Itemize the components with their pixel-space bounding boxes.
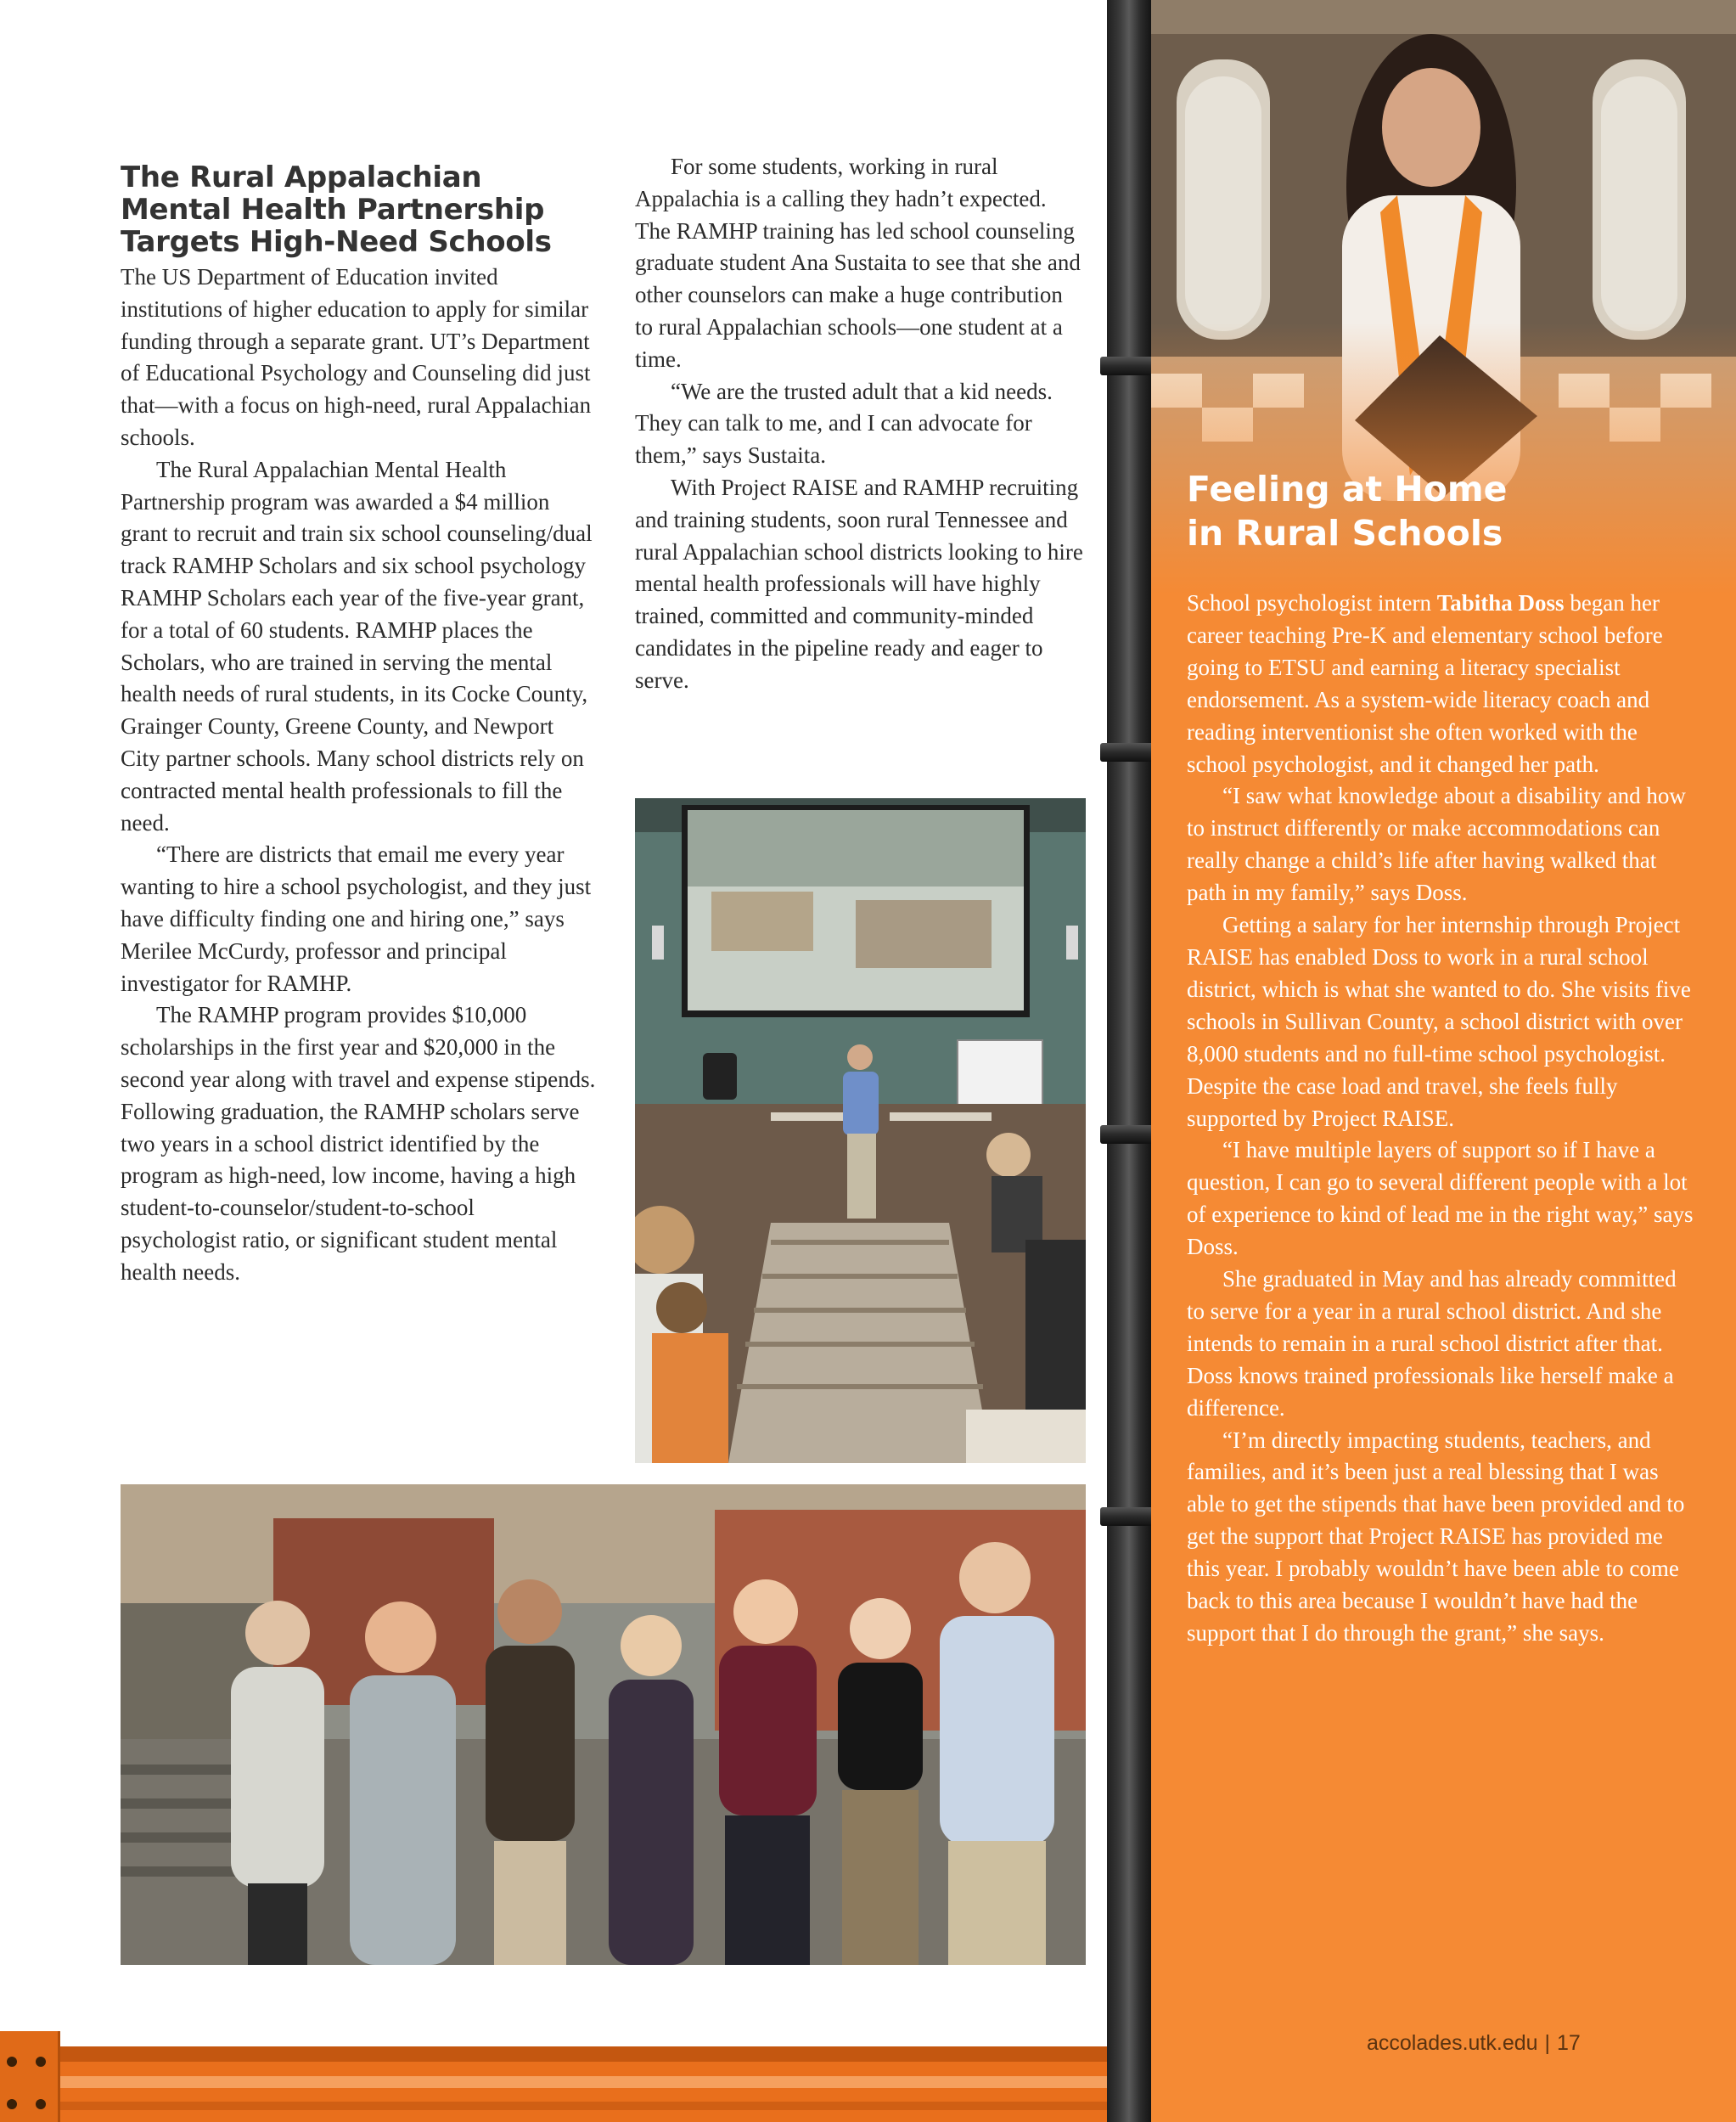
paragraph: “I have multiple layers of support so if I have a question, I can go to several different people with a lot of experience to kind of lead me in the right way,” says Doss. xyxy=(1187,1137,1694,1260)
rivet-icon xyxy=(36,2099,46,2109)
paragraph: “I’m directly impacting students, teachers, and families, and it’s been just a real blessing that I was able to get the stipends that have been provided and to get the support that Project RAISE has provided me this year. I probably wouldn’t have been able to come back to this area because I wouldn’t have had the support that I do through the grant,” she says. xyxy=(1187,1427,1685,1646)
sidebar-title xyxy=(1187,467,1696,555)
footer-separator: | xyxy=(1544,2031,1551,2055)
pipe-ring xyxy=(1100,743,1158,762)
pipe-ring xyxy=(1100,1507,1158,1526)
person-name: Tabitha Doss xyxy=(1436,590,1565,616)
group-illustration xyxy=(121,1484,1086,1965)
bottom-band-edge xyxy=(0,2046,1107,2062)
bottom-band-stripe xyxy=(59,2076,1107,2088)
paragraph: For some students, working in rural Appalachia is a calling they hadn’t expected. The RAMHP training has led school counseling graduate student Ana Sustaita to see that she and other counselors can make a huge contribution to rural Appalachian schools—one student at a time. xyxy=(635,154,1081,372)
classroom-photo xyxy=(635,798,1086,1463)
article-column-left xyxy=(121,262,596,1289)
article-headline: The Rural Appalachian Mental Health Partnership Targets High-Need Schools xyxy=(121,160,552,259)
article-column-middle xyxy=(635,151,1083,697)
group-photo xyxy=(121,1484,1086,1965)
paragraph: She graduated in May and has already committed to serve for a year in a rural school district. And she intends to remain in a rural school district after that. Doss knows trained professionals like herself make a difference. xyxy=(1187,1266,1677,1421)
bottom-band-stripe xyxy=(59,2102,1107,2110)
page-footer xyxy=(1367,2031,1581,2056)
paragraph: The RAMHP program provides $10,000 scholarships in the first year and $20,000 in the second year along with travel and expense stipends. Following graduation, the RAMHP scholars serve two years in a school district identified by the program as high-need, low income, having a high student-to-counselor/student-to-school psychologist ratio, or significant student mental health needs. xyxy=(121,1002,596,1285)
pipe-ring xyxy=(1100,357,1158,375)
page-number: 17 xyxy=(1557,2031,1581,2055)
sidebar-title-line: Feeling at Home xyxy=(1187,469,1508,509)
rivet-icon xyxy=(7,2099,17,2109)
paragraph-text: began her career teaching Pre-K and elementary school before going to ETSU and earning a literacy specialist endorsement. As a system-wide literacy coach and reading interventionist she often worked with the school psychologist, and it changed her path. xyxy=(1187,590,1663,777)
paragraph: The Rural Appalachian Mental Health Partnership program was awarded a $4 million grant to recruit and train six school counseling/dual track RAMHP Scholars and six school psychology RAMHP Scholars each year of the five-year grant, for a total of 60 students. RAMHP places the Scholars, who are trained in serving the mental health needs of rural students, in its Cocke County, Grainger County, Greene County, and Newport City partner schools. Many school districts rely on contracted mental health professionals to fill the need. xyxy=(121,456,593,836)
paragraph: Getting a salary for her internship through Project RAISE has enabled Doss to work in a rural school district, which is what she wanted to do. She visits five schools in Sullivan County, a school district with over 8,000 students and no full-time school psychologist. Despite the case load and travel, she feels fully supported by Project RAISE. xyxy=(1187,912,1691,1131)
paragraph: “I saw what knowledge about a disability and how to instruct differently or make accommodations can really change a child’s life after having walked that path in my family,” says Doss. xyxy=(1187,783,1686,906)
classroom-illustration xyxy=(635,798,1086,1463)
sidebar-panel xyxy=(1151,0,1736,2122)
sidebar-title-line: in Rural Schools xyxy=(1187,513,1503,554)
paragraph: With Project RAISE and RAMHP recruiting and training students, soon rural Tennessee and rural Appalachian school districts looking to hire mental health professionals will have highly trained, committed and community-minded candidates in the pipeline ready and eager to serve. xyxy=(635,474,1083,693)
rivet-icon xyxy=(36,2057,46,2067)
sidebar-body xyxy=(1187,588,1696,1650)
paragraph xyxy=(1187,588,1696,780)
paragraph: “We are the trusted adult that a kid needs. They can talk to me, and I can advocate for them,” says Sustaita. xyxy=(635,378,1053,469)
pipe-ring xyxy=(1100,1125,1158,1144)
site-url-link[interactable]: accolades.utk.edu xyxy=(1367,2031,1538,2055)
rivet-icon xyxy=(7,2057,17,2067)
paragraph-text: School psychologist intern xyxy=(1187,590,1437,616)
decorative-pipe xyxy=(1107,0,1151,2122)
paragraph: The US Department of Education invited institutions of higher education to apply for similar funding through a separate grant. UT’s Department of Educational Psychology and Counseling did just that—with a focus on high-need, rural Appalachian schools. xyxy=(121,264,592,450)
rivet-plate xyxy=(0,2031,60,2122)
paragraph: “There are districts that email me every year wanting to hire a school psychologist, and they just have difficulty finding one and hiring one,” says Merilee McCurdy, professor and principal investigator for RAMHP. xyxy=(121,841,592,996)
